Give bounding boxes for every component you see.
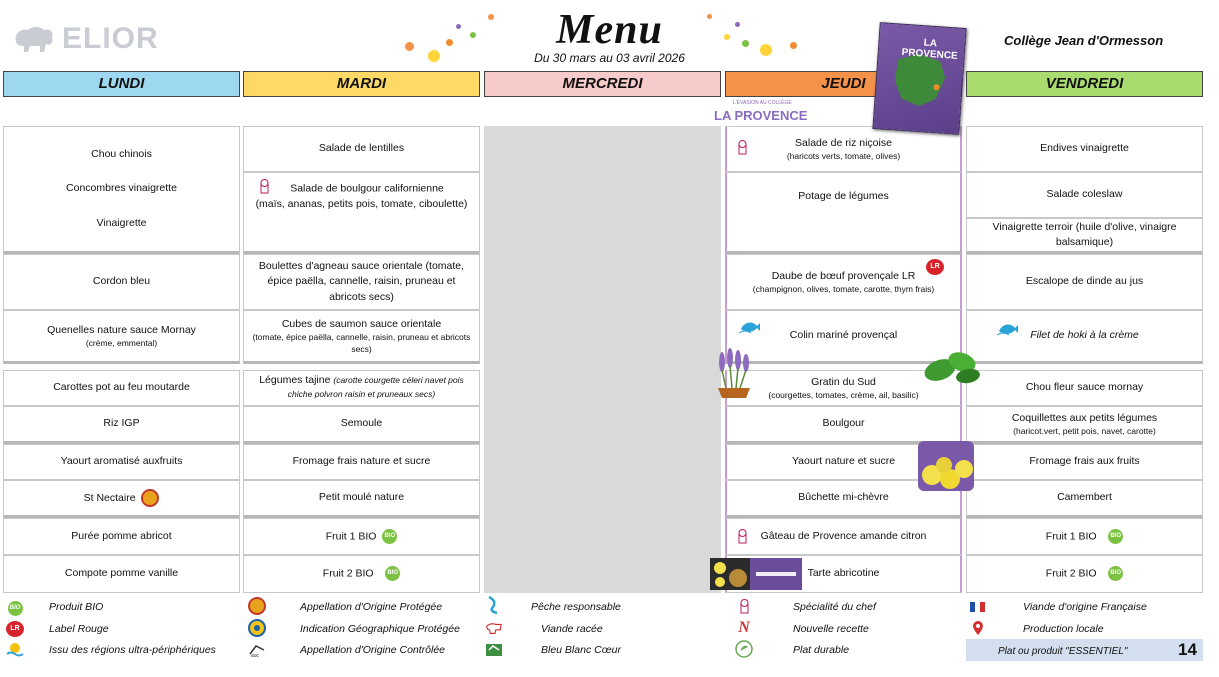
dessert1-cell <box>725 518 962 555</box>
provence-logo: LA PROVENCE <box>714 108 808 123</box>
menu-item: Potage de légumes <box>798 190 889 202</box>
menu-item: Concombres vinaigrette <box>66 182 177 195</box>
menu-item: Quenelles nature sauce Mornay <box>47 323 196 336</box>
entree3-cell <box>966 218 1203 254</box>
day-header-jeudi: JEUDI <box>725 71 962 97</box>
menu-item: Filet de hoki à la crème <box>1030 329 1139 342</box>
menu-item: Fruit 1 BIO BIO <box>326 529 398 545</box>
menu-item-detail: (tomate, épice paëlla, cannelle, raisin, pruneau et abricots secs) <box>252 332 471 354</box>
menu-item: Salade coleslaw <box>1046 188 1123 201</box>
entree2-cell <box>243 172 480 254</box>
dessert1-cell <box>966 518 1203 555</box>
bbc-icon <box>485 640 503 658</box>
plat1-cell <box>3 254 240 310</box>
aop-icon <box>141 489 159 507</box>
chef-icon <box>739 599 750 614</box>
label-rouge-icon: LR <box>926 259 944 275</box>
book-title: LA PROVENCE <box>901 37 958 62</box>
tart-banner-image <box>710 558 802 590</box>
aoc-icon <box>248 642 266 658</box>
acc2-cell <box>966 406 1203 444</box>
menu-item-detail: (haricot.vert, petit pois, navet, carotte) <box>1013 425 1156 436</box>
label-rouge-icon: LR <box>6 621 24 637</box>
menu-item: Camembert <box>1057 491 1112 504</box>
page-number: 14 <box>1178 640 1197 659</box>
school-name: Collège Jean d'Ormesson <box>1004 33 1164 48</box>
menu-item: Daube de bœuf provençale LR <box>771 269 916 282</box>
lait2-cell <box>243 480 480 518</box>
menu-item: Salade de boulgour californienne <box>279 181 444 197</box>
menu-item: Salade de riz niçoise <box>795 136 892 149</box>
day-header-lundi: LUNDI <box>3 71 240 97</box>
day-header-vendredi: VENDREDI <box>966 71 1203 97</box>
fish-icon <box>485 595 503 615</box>
bio-icon: BIO <box>1108 566 1123 581</box>
lait1-cell <box>3 444 240 480</box>
bio-icon: BIO <box>382 529 397 544</box>
entrees-cell <box>3 126 240 254</box>
lemons-image <box>918 441 974 491</box>
menu-item-detail: (haricots verts, tomate, olives) <box>786 150 901 161</box>
menu-item: Cordon bleu <box>92 275 151 288</box>
acc2-cell <box>243 406 480 444</box>
menu-item: Riz IGP <box>103 417 140 430</box>
column-mercredi-empty <box>484 126 721 593</box>
menu-item: Bûchette mi-chèvre <box>798 491 889 504</box>
acc1-cell <box>3 370 240 406</box>
acc1-cell <box>243 370 480 406</box>
menu-item: Yaourt aromatisé auxfruits <box>60 455 183 468</box>
dessert2-cell <box>3 555 240 593</box>
lait1-cell <box>966 444 1203 480</box>
dessert1-cell <box>3 518 240 555</box>
menu-item-detail: (crème, emmental) <box>85 337 158 348</box>
menu-item: Boulgour <box>822 417 865 430</box>
dessert1-cell <box>243 518 480 555</box>
menu-item: Chou chinois <box>91 147 152 160</box>
acc1-cell <box>966 370 1203 406</box>
plat2-cell <box>3 310 240 364</box>
chef-icon <box>737 140 748 155</box>
fish-icon <box>739 317 761 335</box>
day-header-mardi: MARDI <box>243 71 480 97</box>
bio-icon: BIO <box>1108 529 1123 544</box>
menu-item: Légumes tajine (carotte courgette céleri navet pois chiche polvron raisin et pruneaux secs) <box>259 374 464 399</box>
entree2-cell <box>966 172 1203 218</box>
menu-item: Fruit 2 BIO BIO <box>323 566 400 582</box>
menu-item: Boulettes d'agneau sauce orientale (tomate, épice paëlla, cannelle, raisin, pruneau et abricots secs) <box>258 260 465 303</box>
date-range: Du 30 mars au 03 avril 2026 <box>534 51 685 65</box>
igp-icon <box>248 619 266 637</box>
menu-item: Carottes pot au feu moutarde <box>53 381 190 394</box>
entree2-cell <box>725 172 962 254</box>
durable-icon <box>735 640 753 658</box>
column-vendredi <box>966 126 1203 593</box>
menu-item: Vinaigrette <box>96 217 147 230</box>
french-flag-icon <box>969 600 987 614</box>
cow-icon <box>485 620 503 636</box>
menu-item: Compote pomme vanille <box>64 567 179 580</box>
menu-item: Purée pomme abricot <box>71 529 172 542</box>
menu-item: Vinaigrette terroir (huile d'olive, vinaigre balsamique) <box>992 220 1177 248</box>
chef-icon <box>259 179 270 194</box>
lait2-cell <box>966 480 1203 518</box>
theme-caption: L'ÉVASION AU COLLÈGE <box>733 100 792 106</box>
menu-item: Semoule <box>340 417 383 430</box>
page-title: Menu <box>556 7 663 53</box>
plat2-cell <box>966 310 1203 364</box>
menu-item: Fruit 2 BIO BIO <box>1046 566 1123 582</box>
day-header-mercredi: MERCREDI <box>484 71 721 97</box>
entree1-cell <box>243 126 480 172</box>
menu-item: Fruit 1 BIO BIO <box>1046 529 1123 545</box>
menu-item: Yaourt nature et sucre <box>791 455 896 468</box>
column-lundi <box>3 126 240 593</box>
menu-item: Tarte abricotine <box>807 567 880 580</box>
entree1-cell <box>966 126 1203 172</box>
menu-item: Colin mariné provençal <box>789 329 898 342</box>
column-mardi <box>243 126 480 593</box>
svg-text:aoc: aoc <box>251 653 260 658</box>
bio-icon: BIO <box>8 601 23 616</box>
bio-icon: BIO <box>385 566 400 581</box>
menu-item-detail: (courgettes, tomates, crème, ail, basilic) <box>768 389 919 400</box>
dessert2-cell <box>243 555 480 593</box>
menu-item: Fromage frais nature et sucre <box>292 455 431 468</box>
chef-icon <box>737 529 748 544</box>
menu-item: Salade de lentilles <box>318 142 405 155</box>
new-recipe-icon: N <box>738 619 750 636</box>
menu-item: Petit moulé nature <box>318 491 405 504</box>
basil-image <box>920 344 986 386</box>
aop-icon <box>248 597 266 615</box>
plat1-cell <box>966 254 1203 310</box>
menu-item: Fromage frais aux fruits <box>1029 455 1140 468</box>
menu-item: Gâteau de Provence amande citron <box>760 529 927 542</box>
menu-item: Chou fleur sauce mornay <box>1025 381 1144 394</box>
acc2-cell <box>3 406 240 444</box>
lait2-cell <box>3 480 240 518</box>
acc2-cell <box>725 406 962 444</box>
dessert2-cell <box>966 555 1203 593</box>
lait1-cell <box>243 444 480 480</box>
menu-item: St Nectaire <box>84 489 160 507</box>
menu-item: Cubes de saumon sauce orientale <box>281 317 442 330</box>
menu-item: Endives vinaigrette <box>1040 142 1129 155</box>
menu-item: Coquillettes aux petits légumes <box>1011 411 1158 424</box>
rup-icon <box>6 642 24 658</box>
local-pin-icon <box>971 620 985 636</box>
plat1-cell <box>725 254 962 310</box>
brand-name: ELIOR <box>62 22 159 55</box>
menu-item: Gratin du Sud <box>811 375 876 388</box>
fish-icon <box>997 319 1019 337</box>
plat2-cell <box>243 310 480 364</box>
menu-item-detail: (champignon, olives, tomate, carotte, thym frais) <box>752 283 935 294</box>
lavender-pot-image <box>712 348 756 400</box>
menu-item-detail: (maïs, ananas, petits pois, tomate, ciboulette) <box>255 197 468 210</box>
menu-item: Escalope de dinde au jus <box>1025 275 1144 288</box>
essential-label: Plat ou produit "ESSENTIEL" <box>998 646 1128 657</box>
plat1-cell <box>243 254 480 310</box>
